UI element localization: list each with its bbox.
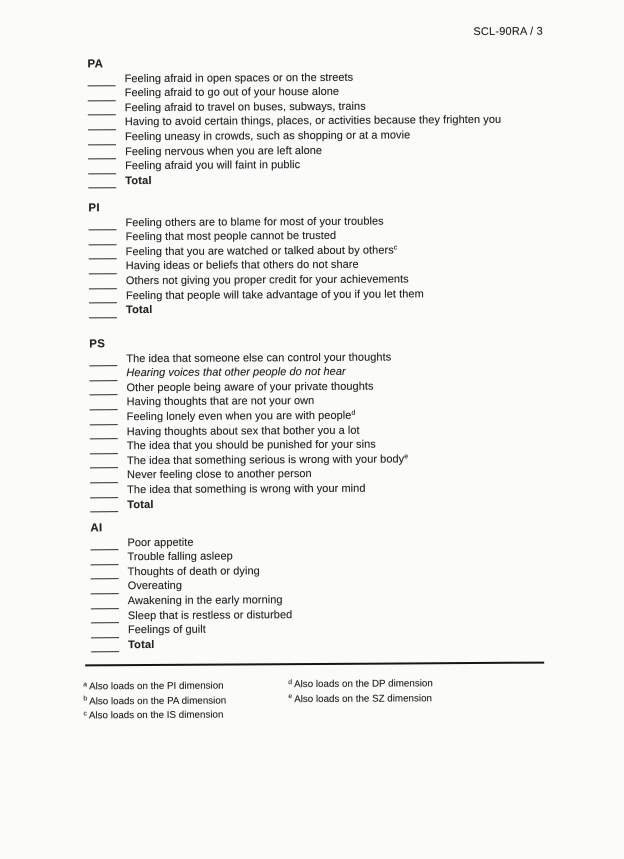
footnote-marker: e: [404, 453, 409, 461]
score-blank: [88, 176, 116, 189]
footnote-text: Also loads on the DP dimension: [294, 678, 433, 691]
item-text: Having thoughts that are not your own: [126, 395, 315, 409]
item-row: [90, 549, 291, 565]
score-blank: [88, 161, 116, 174]
score-blank: [90, 552, 118, 565]
item-row: [90, 481, 408, 498]
footnote-marker: e: [288, 693, 293, 701]
total-label: Total: [127, 498, 154, 511]
footnote-marker: d: [351, 409, 356, 417]
total-row: [88, 172, 501, 189]
item-text: Having thoughts about sex that bother you a lot: [126, 424, 360, 438]
item-text: Feeling afraid to travel on buses, subways, trains: [124, 100, 366, 115]
score-blank: [90, 470, 118, 483]
item-text: Feeling that most people cannot be trusted: [125, 230, 337, 244]
score-blank: [89, 353, 117, 366]
item-text: Overeating: [127, 580, 183, 593]
footnotes-right: [288, 677, 433, 707]
item-text: Feeling afraid to go out of your house alone: [124, 86, 340, 100]
item-text: The idea that you should be punished for your sins: [126, 438, 376, 453]
item-row: [89, 287, 424, 304]
score-blank: [89, 368, 117, 381]
score-blank: [89, 232, 117, 245]
score-blank: [91, 640, 119, 653]
footnote-marker: c: [393, 244, 398, 252]
item-row: [90, 438, 408, 455]
item-text: Others not giving you proper credit for your achievements: [125, 273, 409, 288]
score-blank: [90, 412, 118, 425]
score-blank: [90, 485, 118, 498]
item-text: Feelings of guilt: [127, 623, 206, 637]
total-label: Total: [128, 638, 155, 651]
item-text: Awakening in the early morning: [127, 594, 283, 608]
footnote: [83, 694, 226, 709]
score-blank: [90, 499, 118, 512]
score-blank: [88, 103, 116, 116]
total-row: [91, 637, 292, 653]
item-text: Other people being aware of your private thoughts: [126, 380, 374, 395]
footnote: [83, 709, 226, 724]
item-text: Never feeling close to another person: [126, 468, 312, 482]
item-text: Having ideas or beliefs that others do not share: [125, 259, 359, 273]
item-text: Feeling lonely even when you are with people$^d$: [126, 409, 356, 424]
footnote-text: Also loads on the PA dimension: [89, 695, 227, 707]
score-blank: [91, 596, 119, 609]
score-blank: [89, 305, 117, 318]
section-label: PS: [89, 338, 106, 351]
score-blank: [88, 88, 116, 101]
item-text: The idea that something is wrong with your mind: [127, 482, 366, 497]
footnote-divider-rule: [85, 662, 544, 667]
footnotes-left: [83, 680, 226, 725]
score-blank: [88, 73, 116, 86]
footnote-marker: a: [83, 680, 88, 688]
item-text: The idea that someone else can control your thoughts: [126, 351, 392, 365]
item-row: [90, 535, 291, 551]
score-blank: [89, 261, 117, 274]
item-text: Feeling afraid you will faint in public: [125, 159, 301, 173]
item-row: [88, 214, 423, 231]
score-blank: [88, 217, 116, 230]
item-text: Feeling others are to blame for most of your troubles: [125, 215, 384, 229]
item-row: [89, 379, 407, 396]
item-text: Hearing voices that other people do not hear: [126, 366, 346, 380]
item-text: The idea that something serious is wrong with your body$^e$: [126, 453, 409, 467]
score-blank: [90, 441, 118, 454]
item-text: Feeling nervous when you are left alone: [125, 144, 323, 158]
score-blank: [89, 383, 117, 396]
item-text: Trouble falling asleep: [127, 550, 233, 564]
footnote-text: Also loads on the PI dimension: [89, 680, 224, 693]
item-text: Feeling uneasy in crowds, such as shopping or at a movie: [124, 129, 411, 144]
item-row: [91, 622, 292, 638]
score-blank: [90, 397, 118, 410]
item-row: [91, 564, 292, 580]
page-header-label: SCL-90RA / 3: [473, 25, 544, 39]
score-blank: [89, 290, 117, 303]
score-blank: [90, 537, 118, 550]
item-row: [88, 113, 501, 130]
footnote: [288, 692, 433, 707]
section-ps: [89, 335, 408, 512]
total-label: Total: [125, 174, 152, 187]
score-blank: [90, 456, 118, 469]
item-row: [91, 608, 292, 624]
item-text: Having to avoid certain things, places, or activities because they frighten you: [124, 114, 502, 129]
section-label: PI: [88, 202, 100, 215]
item-text: Feeling that you are watched or talked about by others$^c$: [125, 244, 398, 259]
section-label: AI: [90, 522, 103, 535]
footnote: [288, 677, 433, 692]
footnote-text: Also loads on the SZ dimension: [294, 692, 432, 705]
item-text: Feeling that people will take advantage of you if you let them: [125, 287, 424, 302]
score-blank: [90, 426, 118, 439]
section-label: PA: [87, 58, 104, 71]
item-row: [91, 593, 292, 609]
item-text: Thoughts of death or dying: [127, 565, 260, 579]
score-blank: [88, 117, 116, 130]
total-label: Total: [125, 304, 153, 317]
score-blank: [91, 625, 119, 638]
footnote: [83, 680, 226, 695]
item-text: Poor appetite: [127, 536, 194, 549]
footnote-marker: d: [288, 678, 293, 686]
footnote-text: Also loads on the IS dimension: [88, 709, 224, 722]
total-row: [90, 496, 408, 513]
score-blank: [88, 146, 116, 159]
item-text: Feeling afraid in open spaces or on the streets: [124, 71, 354, 85]
section-pa: [87, 55, 501, 189]
total-row: [89, 301, 424, 318]
score-blank: [88, 132, 116, 145]
section-ai: [90, 520, 292, 653]
item-row: [89, 350, 407, 367]
score-blank: [89, 247, 117, 260]
item-text: Sleep that is restless or disturbed: [127, 608, 293, 622]
item-row: [90, 452, 408, 469]
item-row: [89, 272, 424, 289]
footnote-marker: c: [83, 710, 87, 718]
section-pi: [88, 199, 424, 318]
score-blank: [91, 567, 119, 580]
score-blank: [89, 276, 117, 289]
item-row: [89, 243, 424, 260]
item-row: [91, 578, 292, 594]
score-blank: [91, 610, 119, 623]
score-blank: [91, 581, 119, 594]
footnote-marker: b: [83, 695, 88, 703]
